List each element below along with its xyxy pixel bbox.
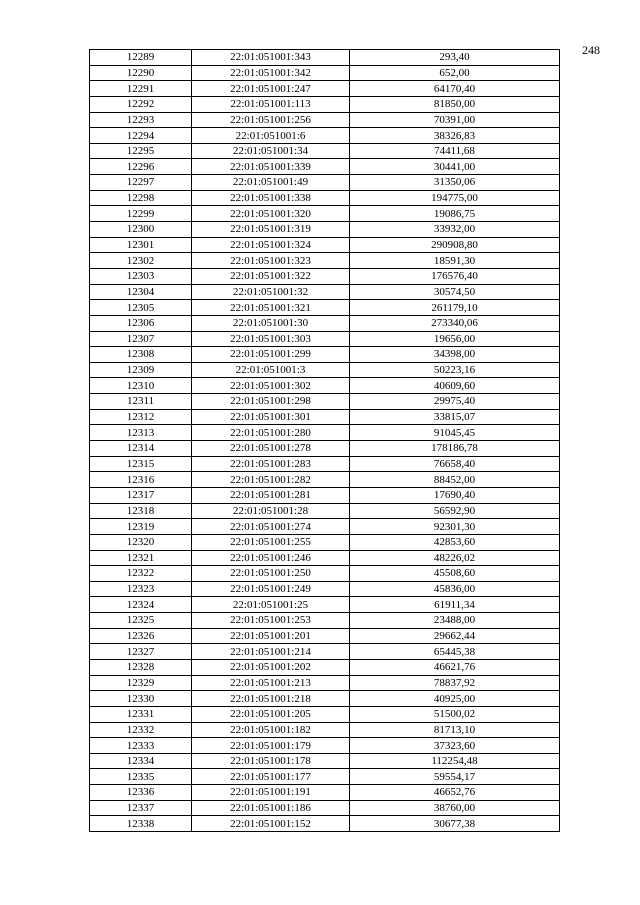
cadastral-number-cell: 22:01:051001:182 [192, 722, 350, 738]
row-number-cell: 12301 [90, 237, 192, 253]
value-cell: 81713,10 [350, 722, 560, 738]
table-row [90, 175, 560, 191]
cadastral-number-cell: 22:01:051001:213 [192, 675, 350, 691]
value-cell: 74411,68 [350, 143, 560, 159]
row-number-cell: 12328 [90, 659, 192, 675]
value-cell: 65445,38 [350, 644, 560, 660]
cadastral-number-cell: 22:01:051001:322 [192, 268, 350, 284]
row-number-cell: 12337 [90, 800, 192, 816]
cadastral-number-cell: 22:01:051001:282 [192, 472, 350, 488]
table-row [90, 659, 560, 675]
cadastral-number-cell: 22:01:051001:301 [192, 409, 350, 425]
cadastral-number-cell: 22:01:051001:283 [192, 456, 350, 472]
table-row [90, 566, 560, 582]
cadastral-number-cell: 22:01:051001:202 [192, 659, 350, 675]
table-row [90, 613, 560, 629]
cadastral-number-cell: 22:01:051001:247 [192, 81, 350, 97]
value-cell: 91045,45 [350, 425, 560, 441]
row-number-cell: 12322 [90, 566, 192, 582]
row-number-cell: 12305 [90, 300, 192, 316]
table-row [90, 315, 560, 331]
cadastral-number-cell: 22:01:051001:256 [192, 112, 350, 128]
row-number-cell: 12302 [90, 253, 192, 269]
table-row [90, 534, 560, 550]
row-number-cell: 12307 [90, 331, 192, 347]
cadastral-number-cell: 22:01:051001:302 [192, 378, 350, 394]
value-cell: 48226,02 [350, 550, 560, 566]
row-number-cell: 12291 [90, 81, 192, 97]
table-row [90, 472, 560, 488]
cadastral-number-cell: 22:01:051001:319 [192, 222, 350, 238]
row-number-cell: 12329 [90, 675, 192, 691]
row-number-cell: 12290 [90, 65, 192, 81]
value-cell: 56592,90 [350, 503, 560, 519]
row-number-cell: 12334 [90, 753, 192, 769]
row-number-cell: 12297 [90, 175, 192, 191]
value-cell: 17690,40 [350, 487, 560, 503]
table-row [90, 519, 560, 535]
value-cell: 19656,00 [350, 331, 560, 347]
row-number-cell: 12299 [90, 206, 192, 222]
row-number-cell: 12327 [90, 644, 192, 660]
value-cell: 88452,00 [350, 472, 560, 488]
row-number-cell: 12315 [90, 456, 192, 472]
table-row [90, 753, 560, 769]
row-number-cell: 12306 [90, 315, 192, 331]
table-row [90, 81, 560, 97]
value-cell: 40925,00 [350, 691, 560, 707]
row-number-cell: 12323 [90, 581, 192, 597]
cadastral-number-cell: 22:01:051001:30 [192, 315, 350, 331]
table-row [90, 816, 560, 832]
table-row [90, 425, 560, 441]
cadastral-number-cell: 22:01:051001:338 [192, 190, 350, 206]
table-row [90, 706, 560, 722]
row-number-cell: 12292 [90, 96, 192, 112]
table-row [90, 503, 560, 519]
table-row [90, 394, 560, 410]
cadastral-number-cell: 22:01:051001:250 [192, 566, 350, 582]
cadastral-number-cell: 22:01:051001:253 [192, 613, 350, 629]
cadastral-number-cell: 22:01:051001:201 [192, 628, 350, 644]
table-row [90, 409, 560, 425]
cadastral-number-cell: 22:01:051001:218 [192, 691, 350, 707]
value-cell: 61911,34 [350, 597, 560, 613]
row-number-cell: 12300 [90, 222, 192, 238]
table-row [90, 441, 560, 457]
table-row [90, 159, 560, 175]
value-cell: 45508,60 [350, 566, 560, 582]
row-number-cell: 12293 [90, 112, 192, 128]
table-row [90, 456, 560, 472]
value-cell: 46621,76 [350, 659, 560, 675]
value-cell: 23488,00 [350, 613, 560, 629]
row-number-cell: 12332 [90, 722, 192, 738]
row-number-cell: 12310 [90, 378, 192, 394]
cadastral-number-cell: 22:01:051001:214 [192, 644, 350, 660]
value-cell: 290908,80 [350, 237, 560, 253]
value-cell: 29975,40 [350, 394, 560, 410]
cadastral-number-cell: 22:01:051001:178 [192, 753, 350, 769]
value-cell: 30677,38 [350, 816, 560, 832]
cadastral-number-cell: 22:01:051001:49 [192, 175, 350, 191]
table-row [90, 722, 560, 738]
cadastral-number-cell: 22:01:051001:152 [192, 816, 350, 832]
value-cell: 81850,00 [350, 96, 560, 112]
table-row [90, 284, 560, 300]
row-number-cell: 12309 [90, 362, 192, 378]
row-number-cell: 12330 [90, 691, 192, 707]
row-number-cell: 12312 [90, 409, 192, 425]
table-row [90, 738, 560, 754]
value-cell: 70391,00 [350, 112, 560, 128]
row-number-cell: 12320 [90, 534, 192, 550]
value-cell: 50223,16 [350, 362, 560, 378]
table-row [90, 237, 560, 253]
table-row [90, 769, 560, 785]
value-cell: 46652,76 [350, 785, 560, 801]
value-cell: 176576,40 [350, 268, 560, 284]
table-row [90, 628, 560, 644]
cadastral-number-cell: 22:01:051001:274 [192, 519, 350, 535]
row-number-cell: 12308 [90, 347, 192, 363]
table-row [90, 96, 560, 112]
cadastral-number-cell: 22:01:051001:246 [192, 550, 350, 566]
row-number-cell: 12335 [90, 769, 192, 785]
cadastral-number-cell: 22:01:051001:281 [192, 487, 350, 503]
table-row [90, 300, 560, 316]
row-number-cell: 12324 [90, 597, 192, 613]
row-number-cell: 12325 [90, 613, 192, 629]
row-number-cell: 12319 [90, 519, 192, 535]
table-row [90, 487, 560, 503]
value-cell: 293,40 [350, 50, 560, 66]
value-cell: 92301,30 [350, 519, 560, 535]
cadastral-number-cell: 22:01:051001:280 [192, 425, 350, 441]
value-cell: 45836,00 [350, 581, 560, 597]
cadastral-number-cell: 22:01:051001:32 [192, 284, 350, 300]
value-cell: 29662,44 [350, 628, 560, 644]
cadastral-number-cell: 22:01:051001:186 [192, 800, 350, 816]
cadastral-number-cell: 22:01:051001:179 [192, 738, 350, 754]
value-cell: 178186,78 [350, 441, 560, 457]
cadastral-number-cell: 22:01:051001:177 [192, 769, 350, 785]
value-cell: 19086,75 [350, 206, 560, 222]
table-row [90, 253, 560, 269]
table-body [90, 50, 560, 832]
cadastral-number-cell: 22:01:051001:28 [192, 503, 350, 519]
value-cell: 33815,07 [350, 409, 560, 425]
table-row [90, 268, 560, 284]
row-number-cell: 12295 [90, 143, 192, 159]
value-cell: 31350,06 [350, 175, 560, 191]
row-number-cell: 12336 [90, 785, 192, 801]
value-cell: 51500,02 [350, 706, 560, 722]
value-cell: 38326,83 [350, 128, 560, 144]
cadastral-number-cell: 22:01:051001:303 [192, 331, 350, 347]
cadastral-number-cell: 22:01:051001:255 [192, 534, 350, 550]
value-cell: 38760,00 [350, 800, 560, 816]
table-row [90, 644, 560, 660]
table-row [90, 347, 560, 363]
value-cell: 78837,92 [350, 675, 560, 691]
cadastral-number-cell: 22:01:051001:342 [192, 65, 350, 81]
value-cell: 652,00 [350, 65, 560, 81]
row-number-cell: 12331 [90, 706, 192, 722]
row-number-cell: 12296 [90, 159, 192, 175]
table-row [90, 190, 560, 206]
cadastral-number-cell: 22:01:051001:34 [192, 143, 350, 159]
cadastral-number-cell: 22:01:051001:298 [192, 394, 350, 410]
table-row [90, 581, 560, 597]
row-number-cell: 12289 [90, 50, 192, 66]
value-cell: 112254,48 [350, 753, 560, 769]
row-number-cell: 12298 [90, 190, 192, 206]
cadastral-number-cell: 22:01:051001:343 [192, 50, 350, 66]
cadastral-table [89, 49, 560, 832]
value-cell: 34398,00 [350, 347, 560, 363]
row-number-cell: 12314 [90, 441, 192, 457]
row-number-cell: 12304 [90, 284, 192, 300]
value-cell: 64170,40 [350, 81, 560, 97]
cadastral-number-cell: 22:01:051001:113 [192, 96, 350, 112]
table-row [90, 222, 560, 238]
row-number-cell: 12333 [90, 738, 192, 754]
row-number-cell: 12338 [90, 816, 192, 832]
table-row [90, 206, 560, 222]
row-number-cell: 12318 [90, 503, 192, 519]
row-number-cell: 12313 [90, 425, 192, 441]
table-row [90, 65, 560, 81]
cadastral-number-cell: 22:01:051001:6 [192, 128, 350, 144]
cadastral-number-cell: 22:01:051001:320 [192, 206, 350, 222]
table-row [90, 143, 560, 159]
table-row [90, 800, 560, 816]
value-cell: 33932,00 [350, 222, 560, 238]
table-row [90, 112, 560, 128]
table-row [90, 128, 560, 144]
table-row [90, 550, 560, 566]
cadastral-number-cell: 22:01:051001:278 [192, 441, 350, 457]
cadastral-number-cell: 22:01:051001:321 [192, 300, 350, 316]
cadastral-number-cell: 22:01:051001:25 [192, 597, 350, 613]
table-row [90, 331, 560, 347]
table-row [90, 50, 560, 66]
value-cell: 194775,00 [350, 190, 560, 206]
cadastral-number-cell: 22:01:051001:249 [192, 581, 350, 597]
table-row [90, 362, 560, 378]
value-cell: 18591,30 [350, 253, 560, 269]
row-number-cell: 12317 [90, 487, 192, 503]
cadastral-number-cell: 22:01:051001:3 [192, 362, 350, 378]
value-cell: 42853,60 [350, 534, 560, 550]
row-number-cell: 12316 [90, 472, 192, 488]
cadastral-number-cell: 22:01:051001:299 [192, 347, 350, 363]
value-cell: 40609,60 [350, 378, 560, 394]
cadastral-number-cell: 22:01:051001:323 [192, 253, 350, 269]
value-cell: 30441,00 [350, 159, 560, 175]
table-row [90, 597, 560, 613]
cadastral-number-cell: 22:01:051001:191 [192, 785, 350, 801]
table-row [90, 675, 560, 691]
value-cell: 261179,10 [350, 300, 560, 316]
value-cell: 37323,60 [350, 738, 560, 754]
row-number-cell: 12326 [90, 628, 192, 644]
table-row [90, 378, 560, 394]
value-cell: 59554,17 [350, 769, 560, 785]
table-row [90, 785, 560, 801]
cadastral-number-cell: 22:01:051001:339 [192, 159, 350, 175]
cadastral-number-cell: 22:01:051001:324 [192, 237, 350, 253]
value-cell: 76658,40 [350, 456, 560, 472]
row-number-cell: 12321 [90, 550, 192, 566]
value-cell: 30574,50 [350, 284, 560, 300]
cadastral-number-cell: 22:01:051001:205 [192, 706, 350, 722]
table-row [90, 691, 560, 707]
page-number: 248 [582, 43, 600, 57]
row-number-cell: 12294 [90, 128, 192, 144]
row-number-cell: 12311 [90, 394, 192, 410]
row-number-cell: 12303 [90, 268, 192, 284]
value-cell: 273340,06 [350, 315, 560, 331]
